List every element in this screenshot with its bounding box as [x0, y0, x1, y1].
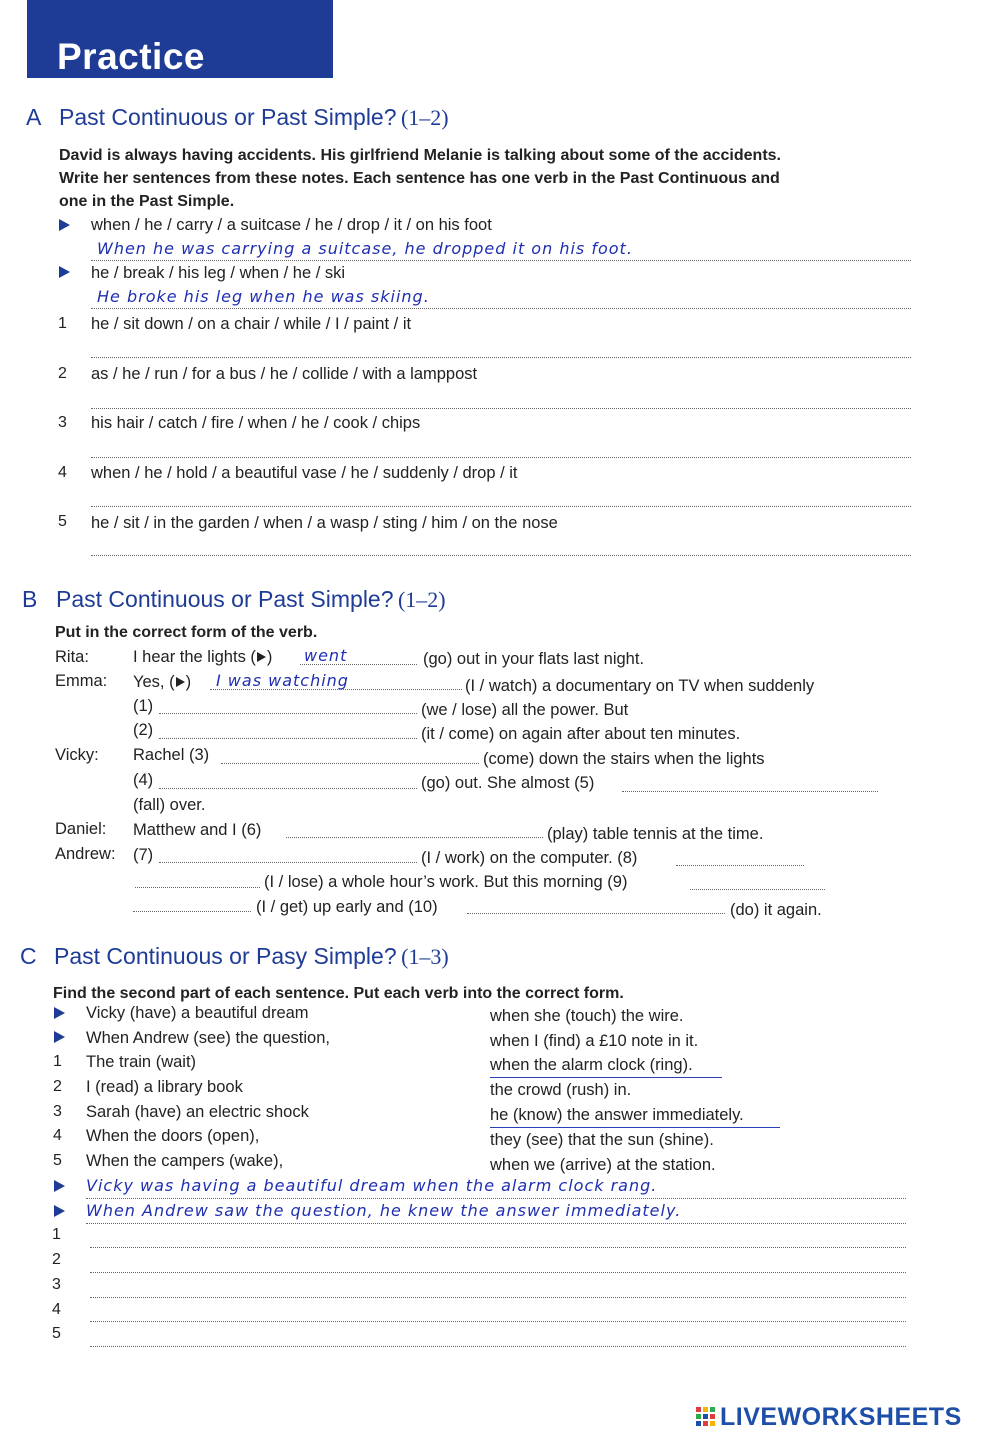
- sentence-first-part: Vicky (have) a beautiful dream: [86, 1004, 309, 1022]
- section-b-title: Past Continuous or Past Simple?: [56, 586, 394, 612]
- section-c-example-answer: When Andrew saw the question, he knew the answer immediately.: [86, 1201, 682, 1220]
- item-number: 5: [53, 1152, 62, 1169]
- dialogue-text: (I / watch) a documentary on TV when suddenly: [465, 677, 815, 695]
- liveworksheets-logo: [696, 1403, 996, 1433]
- section-a-prompt: his hair / catch / fire / when / he / cook / chips: [91, 414, 421, 432]
- example-arrow-icon: [54, 1007, 65, 1019]
- section-a-prompt: when / he / carry / a suitcase / he / drop / it / on his foot: [91, 216, 492, 234]
- dialogue-text: (I / work) on the computer. (8): [421, 849, 638, 867]
- section-c-answer-input-4[interactable]: [90, 1321, 906, 1322]
- section-b-input-2[interactable]: [159, 738, 417, 739]
- dialogue-text: Yes, (: [133, 673, 175, 691]
- section-b-heading: [56, 586, 446, 613]
- section-b-input-6[interactable]: [286, 837, 543, 838]
- item-number: 3: [53, 1103, 62, 1120]
- section-b-example-answer: I was watching: [216, 671, 349, 690]
- example-arrow-icon: [54, 1205, 65, 1217]
- item-number: 5: [58, 513, 67, 530]
- answer-line: [91, 260, 911, 261]
- speaker-rita: Rita:: [55, 648, 89, 666]
- dialogue-text: ): [185, 673, 192, 691]
- liveworksheets-logo-icon: [696, 1407, 718, 1429]
- dialogue-text: (fall) over.: [133, 796, 206, 814]
- speaker-emma: Emma:: [55, 672, 108, 690]
- item-number: 4: [52, 1301, 61, 1318]
- speaker-andrew: Andrew:: [55, 845, 116, 863]
- dialogue-line: [133, 673, 191, 692]
- sentence-first-part: The train (wait): [86, 1053, 197, 1071]
- dialogue-text: (go) out. She almost (5): [421, 774, 595, 792]
- dialogue-text: I hear the lights (: [133, 648, 256, 666]
- section-c-answer-input-1[interactable]: [90, 1247, 906, 1248]
- section-a-answer-input-2[interactable]: [91, 408, 911, 409]
- example-arrow-icon: [176, 677, 185, 687]
- section-c-title: Past Continuous or Pasy Simple?: [54, 943, 397, 969]
- section-a-heading: [59, 104, 449, 131]
- dialogue-text: ): [266, 648, 273, 666]
- example-arrow-icon: [54, 1180, 65, 1192]
- answer-line: [86, 1198, 906, 1199]
- section-b-input-4[interactable]: [159, 788, 417, 789]
- dialogue-text: (play) table tennis at the time.: [547, 825, 764, 843]
- practice-banner: [27, 0, 333, 78]
- example-arrow-icon: [54, 1031, 65, 1043]
- section-b-range: (1–2): [397, 587, 446, 612]
- section-a-letter: A: [26, 104, 42, 130]
- match-underline: [490, 1127, 780, 1128]
- item-number: 1: [58, 315, 67, 332]
- answer-line: [210, 689, 462, 690]
- section-b-example-answer: went: [304, 646, 348, 665]
- section-a-example-answer: When he was carrying a suitcase, he dropped it on his foot.: [97, 239, 633, 258]
- section-b-letter: B: [22, 586, 38, 612]
- section-c-letter: C: [20, 943, 37, 969]
- example-arrow-icon: [257, 652, 266, 662]
- section-b-input-5[interactable]: [622, 791, 878, 792]
- dialogue-line: [133, 648, 272, 667]
- dialogue-text: (it / come) on again after about ten minutes.: [421, 725, 741, 743]
- dialogue-text: Matthew and I (6): [133, 821, 262, 839]
- section-a-prompt: when / he / hold / a beautiful vase / he / suddenly / drop / it: [91, 464, 518, 482]
- section-b-input-8b[interactable]: [135, 887, 260, 888]
- section-a-answer-input-4[interactable]: [91, 506, 911, 507]
- section-b-input-9b[interactable]: [133, 911, 251, 912]
- section-b-input-9[interactable]: [690, 889, 825, 890]
- dialogue-text: (we / lose) all the power. But: [421, 701, 629, 719]
- item-number: 1: [52, 1226, 61, 1243]
- section-c-example-answer: Vicky was having a beautiful dream when the alarm clock rang.: [86, 1176, 658, 1195]
- dialogue-text: (I / get) up early and (10): [256, 898, 438, 916]
- section-a-prompt: he / sit / in the garden / when / a wasp / sting / him / on the nose: [91, 514, 558, 532]
- dialogue-text: (I / lose) a whole hour’s work. But this morning (9): [264, 873, 628, 891]
- item-number: 3: [58, 414, 67, 431]
- section-a-example-answer: He broke his leg when he was skiing.: [97, 287, 430, 306]
- section-b-input-3[interactable]: [221, 763, 479, 764]
- item-number: 2: [53, 1078, 62, 1095]
- section-b-input-7[interactable]: [159, 862, 417, 863]
- section-c-answer-input-3[interactable]: [90, 1297, 906, 1298]
- section-c-answer-input-5[interactable]: [90, 1346, 906, 1347]
- section-a-title: Past Continuous or Past Simple?: [59, 104, 397, 130]
- sentence-second-part: when I (find) a £10 note in it.: [490, 1032, 699, 1050]
- section-b-instructions: Put in the correct form of the verb.: [55, 624, 318, 641]
- section-a-answer-input-1[interactable]: [91, 357, 911, 358]
- sentence-first-part: When the doors (open),: [86, 1127, 260, 1145]
- section-c-heading: [54, 943, 449, 970]
- dialogue-text: (go) out in your flats last night.: [423, 650, 645, 668]
- sentence-second-part: when we (arrive) at the station.: [490, 1156, 716, 1174]
- speaker-daniel: Daniel:: [55, 820, 107, 838]
- section-a-answer-input-3[interactable]: [91, 457, 911, 458]
- sentence-second-part: he (know) the answer immediately.: [490, 1106, 744, 1124]
- section-a-answer-input-5[interactable]: [91, 555, 911, 556]
- item-number: 2: [58, 365, 67, 382]
- instruction-line: David is always having accidents. His girlfriend Melanie is talking about some of the accidents.: [59, 147, 781, 164]
- section-b-input-10[interactable]: [467, 913, 725, 914]
- example-arrow-icon: [59, 266, 70, 278]
- item-number: (2): [133, 721, 154, 739]
- item-number: (7): [133, 846, 154, 864]
- answer-line: [91, 308, 911, 309]
- section-a-prompt: he / break / his leg / when / he / ski: [91, 264, 346, 282]
- speaker-vicky: Vicky:: [55, 746, 99, 764]
- dialogue-text: (do) it again.: [730, 901, 822, 919]
- sentence-second-part: the crowd (rush) in.: [490, 1081, 632, 1099]
- item-number: 1: [53, 1053, 62, 1070]
- dialogue-text: Rachel (3): [133, 746, 210, 764]
- sentence-second-part: they (see) that the sun (shine).: [490, 1131, 714, 1149]
- item-number: 4: [53, 1127, 62, 1144]
- item-number: 4: [58, 464, 67, 481]
- sentence-first-part: Sarah (have) an electric shock: [86, 1103, 309, 1121]
- section-b-input-8[interactable]: [676, 865, 804, 866]
- banner-title: Practice: [57, 36, 205, 77]
- item-number: 3: [52, 1276, 61, 1293]
- item-number: (1): [133, 697, 154, 715]
- sentence-first-part: I (read) a library book: [86, 1078, 243, 1096]
- item-number: 5: [52, 1325, 61, 1342]
- example-arrow-icon: [59, 219, 70, 231]
- section-c-answer-input-2[interactable]: [90, 1272, 906, 1273]
- section-b-input-1[interactable]: [159, 713, 417, 714]
- sentence-first-part: When Andrew (see) the question,: [86, 1029, 330, 1047]
- sentence-second-part: when the alarm clock (ring).: [490, 1056, 693, 1074]
- dialogue-text: (come) down the stairs when the lights: [483, 750, 765, 768]
- section-a-range: (1–2): [400, 105, 449, 130]
- answer-line: [86, 1223, 906, 1224]
- liveworksheets-brand: LIVEWORKSHEETS: [720, 1403, 962, 1431]
- sentence-second-part: when she (touch) the wire.: [490, 1007, 684, 1025]
- item-number: (4): [133, 771, 154, 789]
- answer-line: [300, 664, 417, 665]
- section-a-instructions: [59, 144, 781, 213]
- section-c-range: (1–3): [401, 944, 449, 969]
- match-underline: [490, 1077, 722, 1078]
- item-number: 2: [52, 1251, 61, 1268]
- section-a-prompt: he / sit down / on a chair / while / I / paint / it: [91, 315, 412, 333]
- section-a-prompt: as / he / run / for a bus / he / collide / with a lamppost: [91, 365, 478, 383]
- sentence-first-part: When the campers (wake),: [86, 1152, 284, 1170]
- section-c-instructions: Find the second part of each sentence. Put each verb into the correct form.: [53, 985, 624, 1002]
- instruction-line: Write her sentences from these notes. Each sentence has one verb in the Past Continuous and: [59, 170, 780, 187]
- instruction-line: one in the Past Simple.: [59, 193, 235, 210]
